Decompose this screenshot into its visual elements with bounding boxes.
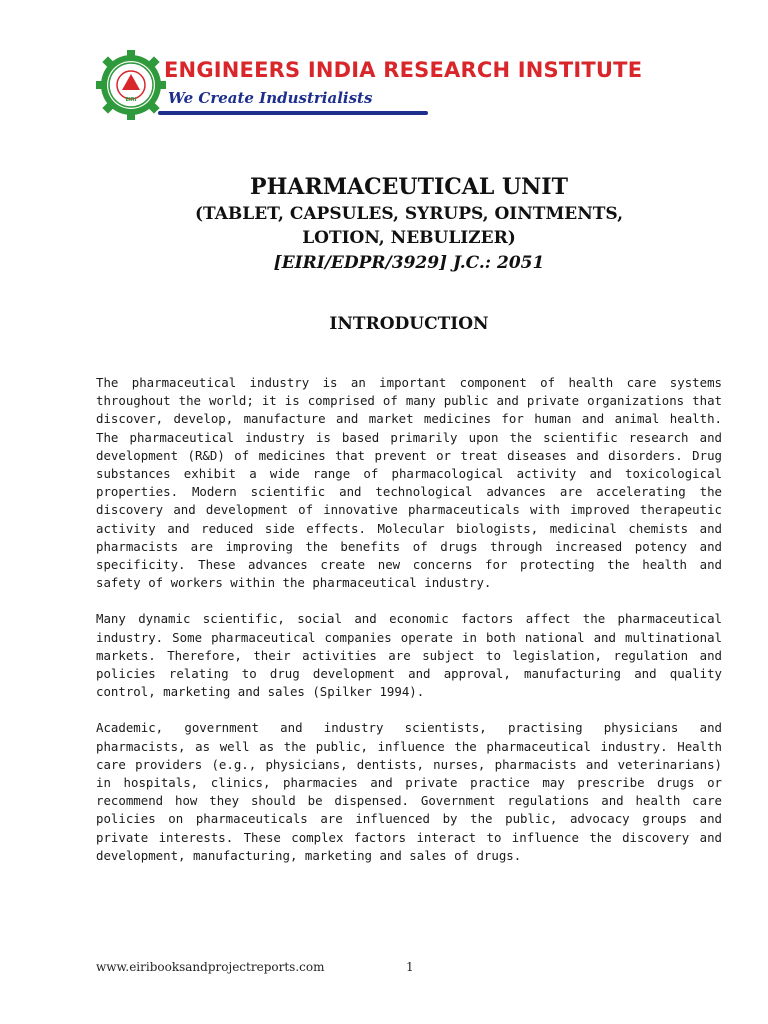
seal-initials: EIRI [125,97,137,103]
subtitle-line-1: (TABLET, CAPSULES, SYRUPS, OINTMENTS, [194,204,624,224]
document-title: PHARMACEUTICAL UNIT [250,174,568,200]
page-number: 1 [406,960,414,974]
logo-tagline: We Create Industrialists [168,89,373,107]
logo-title: ENGINEERS INDIA RESEARCH INSTITUTE [164,58,643,82]
footer-url-link[interactable]: www.eiribooksandprojectreports.com [96,960,325,974]
eiri-seal-logo-icon [96,50,166,120]
subtitle-line-2: LOTION, NEBULIZER) [302,228,516,248]
document-header [96,44,643,124]
section-heading: INTRODUCTION [329,314,489,334]
title-block [96,172,722,276]
document-body [96,374,722,883]
paragraph: The pharmaceutical industry is an important component of health care systems throughout the world; it is comprised of many public and private organizations that discover, develop, manufacture and market medicines for human and animal health. The pharmaceutical industry is based primarily upon the scientific research and development (R&D) of medicines that prevent or treat diseases and disorders. Drug substances exhibit a wide range of pharmacological activity and toxicological properties. Modern scientific and technological advances are accelerating the discovery and development of innovative pharmaceuticals with improved therapeutic activity and reduced side effects. Molecular biologists, medicinal chemists and pharmacists are improving the benefits of drugs through increased potency and specificity. These advances create new concerns for protecting the health and safety of workers within the pharmaceutical industry. [96,375,722,591]
logo-underline [158,111,428,115]
report-code: [EIRI/EDPR/3929] J.C.: 2051 [273,253,545,273]
paragraph: Academic, government and industry scientists, practising physicians and pharmacists, as well as the public, influence the pharmaceutical industry. Health care providers (e.g., physicians, dentists, nurses, pharmacists and veterinarians) in hospitals, clinics, pharmacies and private practice may prescribe drugs or recommend how they should be dispensed. Government regulations and health care policies on pharmaceuticals are influenced by the public, advocacy groups and private interests. These complex factors interact to influence the discovery and development, manufacturing, marketing and sales of drugs. [96,720,722,863]
paragraph: Many dynamic scientific, social and economic factors affect the pharmaceutical industry. Some pharmaceutical companies operate in both national and multinational markets. Therefore, their activities are subject to legislation, regulation and policies relating to drug development and approval, manufacturing and quality control, marketing and sales (Spilker 1994). [96,611,722,700]
